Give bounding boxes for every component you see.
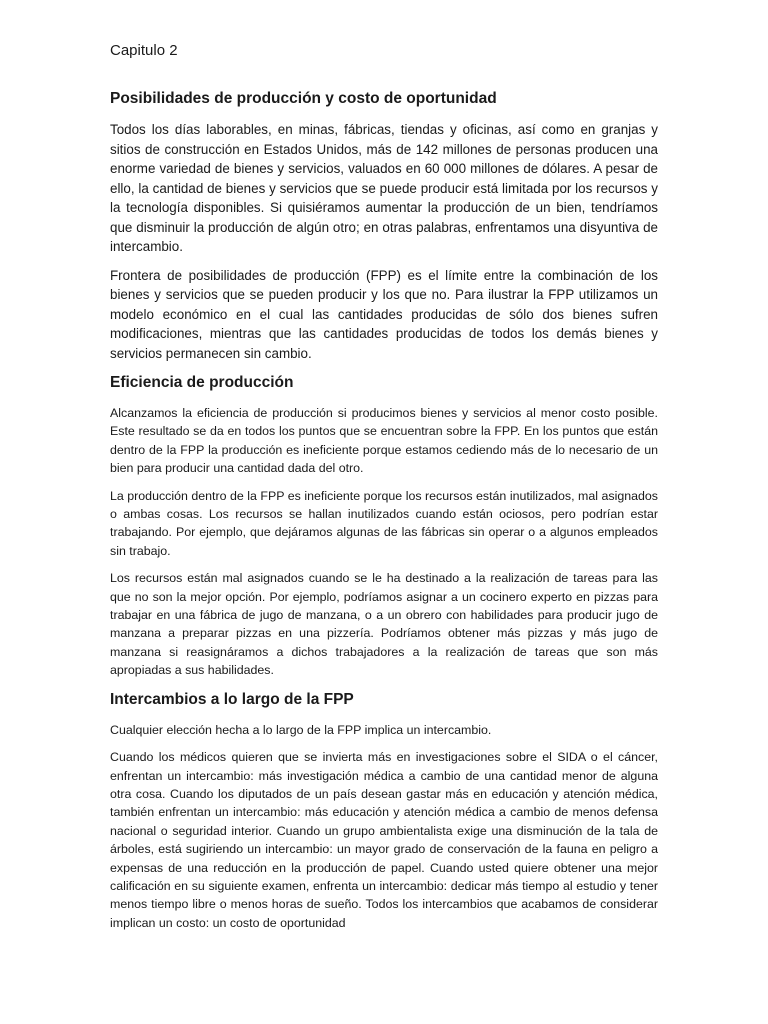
paragraph: Todos los días laborables, en minas, fábricas, tiendas y oficinas, así como en granjas y sitios de construcción en Estados Unidos, más de 142 millones de personas producen una enorme variedad de bienes y servicios, valuados en 60 000 millones de dólares. A pesar de ello, la cantidad de bienes y servicios que se puede producir está limitada por los recursos y la tecnología disponibles. Si quisiéramos aumentar la producción de un bien, tendríamos que disminuir la producción de algún otro; en otras palabras, enfrentamos una disyuntiva de intercambio. [110, 122, 658, 254]
section-heading-posibilidades: Posibilidades de producción y costo de oportunidad [110, 90, 497, 107]
paragraph: Alcanzamos la eficiencia de producción si producimos bienes y servicios al menor costo posible. Este resultado se da en todos los puntos que se encuentran sobre la FPP. En los puntos que están dentro de la FPP la producción es ineficiente porque estamos cediendo más de lo necesario de un bien para producir una cantidad dada del otro. [110, 406, 658, 476]
document-page [110, 40, 658, 941]
section-heading-eficiencia: Eficiencia de producción [110, 374, 294, 391]
paragraph: Frontera de posibilidades de producción (FPP) es el límite entre la combinación de los bienes y servicios que se pueden producir y los que no. Para ilustrar la FPP utilizamos un modelo económico en el cual las cantidades producidas de sólo dos bienes sufren modificaciones, mientras que las cantidades producidas de todos los demás bienes y servicios permanecen sin cambio. [110, 267, 658, 361]
paragraph: La producción dentro de la FPP es ineficiente porque los recursos están inutilizados, mal asignados o ambas cosas. Los recursos se hallan inutilizados cuando están ociosos, pero podrían estar trabajando. Por ejemplo, que dejáramos algunas de las fábricas sin operar o a algunos empleados sin trabajo. [110, 488, 658, 558]
paragraph: Cuando los médicos quieren que se invierta más en investigaciones sobre el SIDA o el cáncer, enfrentan un intercambio: más investigación médica a cambio de una cantidad menor de alguna otra cosa. Cuando los diputados de un país desean gastar más en educación y atención médica, también enfrentan un intercambio: más educación y atención médica a cambio de menos defensa nacional o seguridad interior. Cuando un grupo ambientalista exige una disminución de la tala de árboles, está sugiriendo un intercambio: un mayor grado de conservación de la fauna en peligro a expensas de una reducción en la producción de papel. Cuando usted quiere obtener una mejor calificación en su siguiente examen, enfrenta un intercambio: dedicar más tiempo al estudio y tener menos tiempo libre o menos horas de sueño. Todos los intercambios que acabamos de considerar implican un costo: un costo de oportunidad [110, 750, 658, 930]
chapter-label: Capitulo 2 [110, 42, 178, 59]
paragraph: Los recursos están mal asignados cuando se le ha destinado a la realización de tareas para las que no son la mejor opción. Por ejemplo, podríamos asignar a un cocinero experto en pizzas para trabajar en una fábrica de jugo de manzana, o a un obrero con habilidades para producir jugo de manzana a preparar pizzas en una pizzería. Podríamos obtener más pizzas y más jugo de manzana si reasignáramos a dichos trabajadores a la realización de tareas que son más apropiadas a sus habilidades. [110, 571, 658, 678]
section-heading-intercambios: Intercambios a lo largo de la FPP [110, 690, 354, 708]
paragraph: Cualquier elección hecha a lo largo de la FPP implica un intercambio. [110, 722, 492, 737]
